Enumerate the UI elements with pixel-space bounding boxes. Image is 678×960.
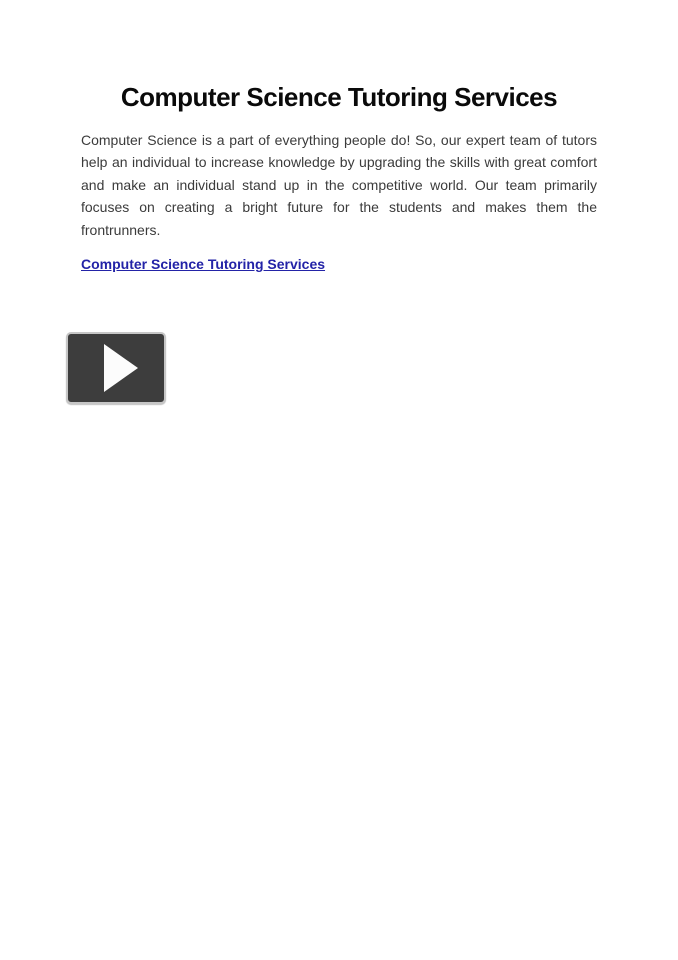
page-title: Computer Science Tutoring Services — [120, 82, 558, 112]
tutoring-services-link[interactable]: Computer Science Tutoring Services — [81, 256, 326, 272]
video-thumbnail[interactable] — [66, 332, 166, 404]
play-icon — [104, 344, 138, 392]
intro-paragraph: Computer Science is a part of everything people do! So, our expert team of tutors help an individual to increase knowledge by upgrading the skills with great comfort and make an individual stand up in the competitive world. Our team primarily focuses on creating a bright future for the students and makes them the frontrunners. — [81, 132, 597, 238]
